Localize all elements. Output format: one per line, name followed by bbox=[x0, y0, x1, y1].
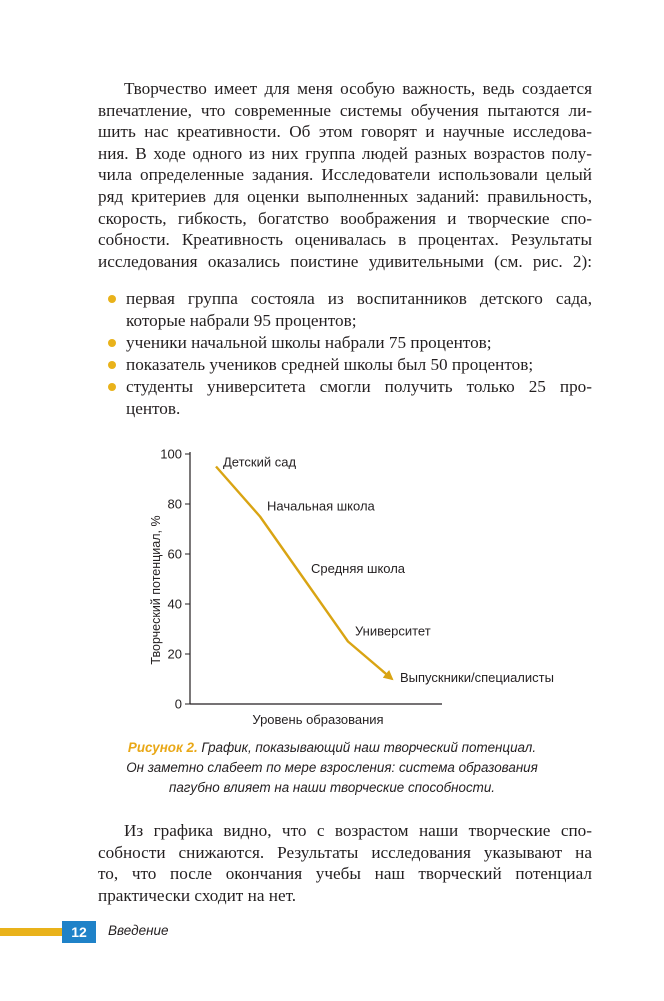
x-axis-label: Уровень образования bbox=[252, 712, 384, 727]
y-tick-label: 0 bbox=[174, 696, 182, 712]
bullet-icon bbox=[108, 383, 116, 391]
text-line: впечатление, что современные системы обучения пытаются ли- bbox=[98, 100, 592, 120]
intro-paragraph bbox=[98, 78, 592, 272]
text-line: студенты университета смогли получить только 25 про- bbox=[126, 377, 592, 396]
text-line: ряд критериев для оценки выполненных заданий: правильность, bbox=[98, 186, 592, 206]
text-line: первая группа состояла из воспитанников детского сада, bbox=[126, 289, 592, 308]
point-label: Детский сад bbox=[223, 454, 297, 470]
page-number: 12 bbox=[62, 921, 96, 943]
caption-text: пагубно влияет на наши творческие способности. bbox=[168, 780, 495, 795]
text-line: исследования оказались поистине удивительными (см. рис. 2): bbox=[98, 251, 592, 271]
creativity-chart bbox=[140, 440, 560, 740]
point-label: Университет bbox=[355, 623, 431, 639]
text-line: ния. В ходе одного из них группа людей разных возрастов полу- bbox=[98, 143, 592, 163]
caption-label: Рисунок 2. bbox=[127, 740, 198, 755]
caption-text: График, показывающий наш творческий потенциал. bbox=[197, 740, 537, 755]
section-title: Введение bbox=[108, 923, 169, 938]
text-line: практически сходит на нет. bbox=[98, 885, 297, 905]
caption-text: Он заметно слабеет по мере взросления: система образования bbox=[126, 760, 538, 775]
text-line: то, что после окончания учебы наш творческий потенциал bbox=[98, 864, 592, 884]
y-tick-label: 80 bbox=[167, 496, 182, 512]
text-line: скорость, гибкость, богатство воображения и творческие спо- bbox=[98, 208, 592, 228]
text-line: которые набрали 95 процентов; bbox=[126, 310, 357, 330]
y-tick-label: 60 bbox=[167, 546, 182, 562]
text-line: шить нас креативности. Об этом говорят и научные исследова- bbox=[98, 122, 592, 142]
footer-accent-bar bbox=[0, 928, 62, 936]
text-line: собности. Креативность оценивалась в процентах. Результаты bbox=[98, 230, 592, 250]
text-line: Творчество имеет для меня особую важность, ведь создается bbox=[124, 79, 592, 98]
conclusion-paragraph bbox=[98, 820, 592, 906]
bullet-icon bbox=[108, 339, 116, 347]
point-label: Выпускники/специалисты bbox=[400, 670, 554, 685]
y-tick-label: 100 bbox=[160, 446, 182, 462]
point-label: Средняя школа bbox=[311, 561, 406, 576]
text-line: чила определенные задания. Исследователи использовали целый bbox=[98, 165, 592, 185]
y-axis-label: Творческий потенциал, % bbox=[149, 515, 163, 665]
bullet-icon bbox=[108, 361, 116, 369]
text-line: показатель учеников средней школы был 50 процентов; bbox=[126, 355, 534, 374]
text-line: центов. bbox=[126, 398, 181, 418]
text-line: Из графика видно, что с возрастом наши творческие спо- bbox=[124, 821, 592, 840]
y-tick-label: 40 bbox=[167, 596, 182, 612]
y-tick-label: 20 bbox=[167, 646, 182, 662]
figure-caption bbox=[100, 738, 564, 798]
bullet-icon bbox=[108, 295, 116, 303]
text-line: собности снижаются. Результаты исследования указывают на bbox=[98, 842, 592, 862]
point-label: Начальная школа bbox=[267, 498, 375, 514]
text-line: ученики начальной школы набрали 75 процентов; bbox=[126, 333, 492, 352]
